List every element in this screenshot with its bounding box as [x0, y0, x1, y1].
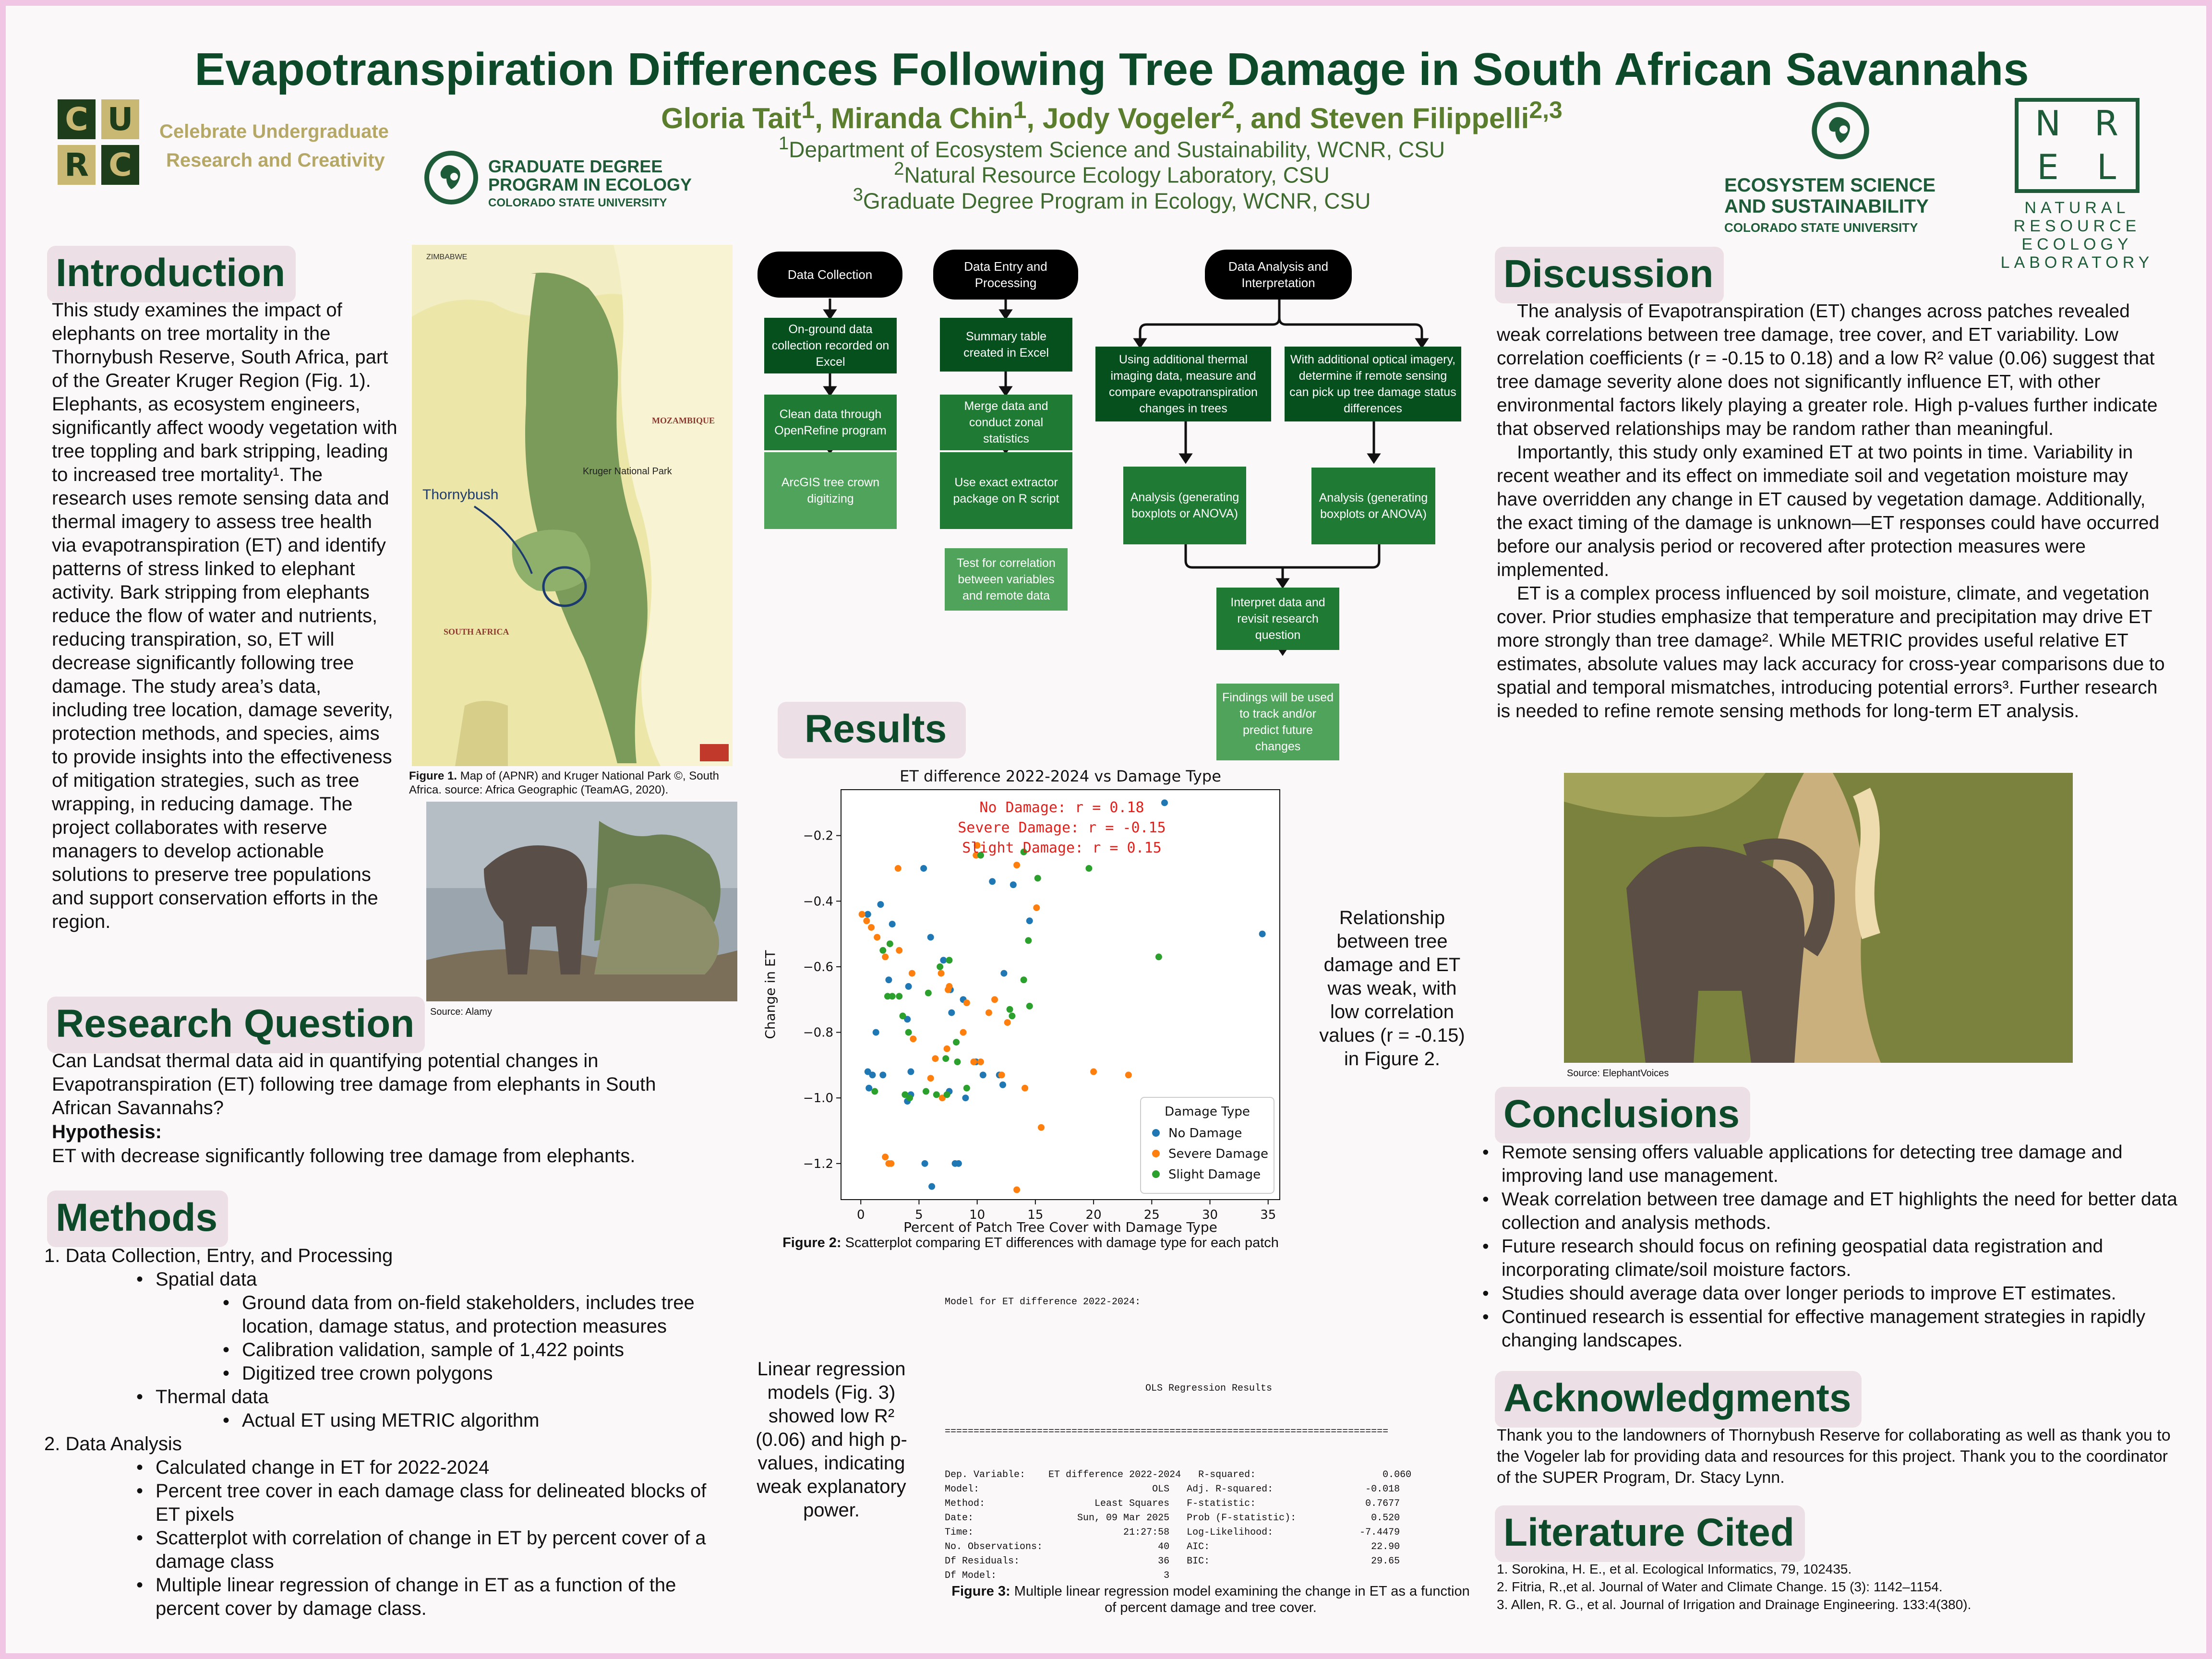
csu-ram-icon-2: [1810, 100, 1871, 161]
flow-col3-findings: Findings will be used to track and/or predict future changes: [1216, 684, 1339, 760]
chart-title: ET difference 2022-2024 vs Damage Type: [900, 768, 1221, 785]
methods-spatial-subs: [217, 1291, 726, 1385]
point-slight-damage: [953, 1039, 960, 1046]
author-1: Gloria Tait: [661, 102, 802, 134]
map-label-south-africa: SOUTH AFRICA: [444, 627, 509, 637]
figure2-caption-text: Scatterplot comparing ET differences with damage type for each patch: [845, 1235, 1279, 1250]
scatter-plot: [759, 768, 1302, 1235]
nrel-line-1: NATURAL: [2024, 199, 2130, 217]
legend-marker-severe-damage: [1152, 1150, 1160, 1157]
x-tick-label: 5: [915, 1208, 923, 1222]
point-slight-damage: [1026, 1003, 1033, 1010]
point-no-damage: [955, 1160, 962, 1167]
curc-letter-4: C: [101, 145, 139, 185]
curc-letter-2: U: [101, 99, 139, 139]
flow-col2-step-4: Test for correlation between variables and remote data: [945, 548, 1068, 611]
flow-col1-step-2: Clean data through OpenRefine program: [764, 395, 897, 450]
conclusions-list: [1477, 1141, 2177, 1352]
legend-marker-no-damage: [1152, 1129, 1160, 1137]
point-slight-damage: [1009, 1012, 1015, 1019]
point-slight-damage: [946, 957, 952, 963]
point-no-damage: [980, 1071, 986, 1078]
hypothesis-label: Hypothesis:: [52, 1121, 162, 1142]
point-severe-damage: [938, 970, 944, 977]
figure1-map: [412, 245, 733, 766]
methods-item-1: 1. Data Collection, Entry, and Processing: [44, 1245, 393, 1266]
x-tick-label: 10: [969, 1208, 986, 1222]
discussion-paragraph-1: The analysis of Evapotranspiration (ET) changes across patches revealed weak correlations between tree damage, tree cover, and ET variability. Low correlation coefficients (r = -0.15 to 0.18) and a low R² value (0.06) suggest that tree damage severity alone does not significantly influence ET, with other environmental factors likely playing a greater role. High p-values further indicate that observed relationships may be random rather than meaningful.: [1497, 301, 2158, 439]
ols-rule-1: =============================================================================: [945, 1426, 1389, 1437]
point-no-damage: [962, 1094, 969, 1101]
point-slight-damage: [954, 1058, 961, 1065]
point-no-damage: [866, 1085, 872, 1092]
point-severe-damage: [944, 1046, 950, 1052]
point-no-damage: [948, 1010, 955, 1016]
point-no-damage: [885, 976, 892, 983]
point-severe-damage: [991, 996, 998, 1003]
methods-thermal-sub-1: • Actual ET using METRIC algorithm: [217, 1409, 745, 1432]
map-label-zimbabwe: ZIMBABWE: [426, 253, 468, 261]
point-severe-damage: [946, 983, 952, 990]
discussion-text: [1497, 300, 2174, 723]
point-no-damage: [999, 1082, 1006, 1088]
point-severe-damage: [882, 953, 889, 960]
gdpe-line-1: GRADUATE DEGREE: [488, 156, 663, 176]
methods-thermal: [131, 1385, 745, 1409]
elephant-photo-2: [1564, 773, 2073, 1063]
point-no-damage: [865, 911, 871, 918]
point-no-damage: [1026, 917, 1033, 924]
point-severe-damage: [986, 1010, 992, 1016]
point-severe-damage: [885, 1160, 892, 1167]
point-slight-damage: [879, 947, 886, 954]
ols-summary-row: No. Observations: 40 AIC: 22.90: [945, 1541, 1400, 1552]
point-slight-damage: [1034, 875, 1041, 881]
figure1-caption: [409, 769, 740, 797]
annotation-no-damage: No Damage: r = 0.18: [979, 799, 1144, 816]
point-severe-damage: [863, 917, 870, 924]
ols-summary-row: Df Model: 3: [945, 1570, 1400, 1578]
aff-1-text: Department of Ecosystem Science and Sustainability, WCNR, CSU: [789, 137, 1445, 162]
point-slight-damage: [905, 1029, 912, 1036]
nrel-letter-2: R: [2094, 103, 2119, 144]
y-tick-label: −1.0: [803, 1091, 833, 1106]
point-severe-damage: [1013, 1187, 1020, 1193]
ols-summary: [945, 1468, 1473, 1578]
introduction-heading: Introduction: [47, 246, 296, 302]
flow-col3-right: With additional optical imagery, determine if remote sensing can pick up tree damage status differences: [1285, 347, 1461, 421]
point-no-damage: [922, 1160, 928, 1167]
methods-thermal-subs: [217, 1409, 745, 1432]
discussion-paragraph-2: Importantly, this study only examined ET at two points in time. Variability in recent weather and its effect on immediate soil and vegetation moisture may have overridden any change in ET caused by vegetation damage. Additionally, the exact timing of the damage is unknown—ET responses could have occurred before our analysis period or recovered after protection measures were implemented.: [1497, 442, 2160, 580]
point-slight-damage: [942, 1055, 949, 1062]
methods-spatial-label: Spatial data: [156, 1269, 257, 1290]
point-no-damage: [928, 1183, 935, 1190]
nrel-letter-3: E: [2037, 147, 2059, 187]
flow-col2-head: Data Entry and Processing: [933, 250, 1078, 300]
point-slight-damage: [923, 1088, 929, 1095]
point-severe-damage: [896, 947, 902, 954]
curc-text: [159, 117, 389, 175]
literature-item-3: 3. Allen, R. G., et al. Journal of Irrigation and Drainage Engineering. 133:4(380).: [1497, 1597, 1972, 1612]
figure3-label: Figure 3:: [951, 1584, 1010, 1599]
authors-line: Gloria Tait$^1$, Miranda Chin$^1$, Jody Vogeler$^2$, and Steven Filippelli$^{2,3}$: [661, 96, 1563, 134]
point-severe-damage: [998, 1071, 1005, 1078]
ess-line-2: AND SUSTAINABILITY: [1724, 196, 1929, 217]
point-no-damage: [1259, 931, 1266, 938]
nrel-letter-1: N: [2035, 103, 2061, 144]
results-heading: Results: [778, 702, 966, 758]
methods-spatial-sub-2: • Calibration validation, sample of 1,422 points: [217, 1338, 726, 1362]
flow-col2-step-2: Merge data and conduct zonal statistics: [940, 395, 1072, 450]
point-severe-damage: [859, 911, 866, 918]
literature-heading: Literature Cited: [1495, 1505, 1805, 1562]
point-slight-damage: [899, 1012, 906, 1019]
conclusion-item-5: • Continued research is essential for effective management strategies in rapidly changing landscapes.: [1477, 1305, 2177, 1352]
methods-item-2: 2. Data Analysis: [44, 1433, 182, 1455]
flow-col2-step-3: Use exact extractor package on R script: [940, 452, 1072, 529]
x-axis-label: Percent of Patch Tree Cover with Damage Type: [903, 1219, 1217, 1235]
methods-analysis-4: • Multiple linear regression of change in ET as a function of the percent cover by damage class.: [131, 1574, 735, 1621]
elephant1-source: Source: Alamy: [430, 1007, 492, 1017]
aff-3-sup: 3: [853, 184, 863, 205]
point-severe-damage: [977, 1058, 984, 1065]
ess-line-3: COLORADO STATE UNIVERSITY: [1724, 220, 1918, 235]
legend-no-damage: No Damage: [1168, 1126, 1242, 1141]
literature-item-2: 2. Fitria, R.,et al. Journal of Water and Climate Change. 15 (3): 1142–1154.: [1497, 1579, 1943, 1594]
methods-spatial-sub-3: • Digitized tree crown polygons: [217, 1362, 726, 1385]
point-severe-damage: [1013, 862, 1020, 868]
methods-analysis-1: • Calculated change in ET for 2022-2024: [131, 1456, 735, 1479]
point-severe-damage: [1090, 1069, 1097, 1075]
x-tick-label: 0: [856, 1208, 865, 1222]
point-slight-damage: [1155, 953, 1162, 960]
elephant-photo-1: [426, 802, 737, 1001]
csu-ram-icon: [422, 149, 480, 206]
legend-slight-damage: Slight Damage: [1168, 1167, 1261, 1182]
curc-logo: [58, 99, 139, 185]
map-label-mozambique: MOZAMBIQUE: [652, 416, 715, 425]
point-no-damage: [920, 865, 927, 872]
map-label-kruger: Kruger National Park: [583, 466, 672, 477]
annotation-severe-damage: Severe Damage: r = -0.15: [958, 819, 1166, 836]
ols-summary-row: Dep. Variable: ET difference 2022-2024 R-squared: 0.060: [945, 1469, 1412, 1480]
point-slight-damage: [937, 963, 943, 970]
ols-summary-row: Method: Least Squares F-statistic: 0.7677: [945, 1498, 1400, 1509]
conclusion-item-4: • Studies should average data over longer periods to improve ET estimates.: [1477, 1282, 2177, 1305]
author-4: and Steven Filippelli: [1250, 102, 1529, 134]
flow-col3-interpret: Interpret data and revisit research question: [1216, 588, 1339, 650]
author-3: Jody Vogeler: [1042, 102, 1222, 134]
y-tick-label: −0.4: [803, 894, 833, 909]
gdpe-line-3: COLORADO STATE UNIVERSITY: [488, 196, 667, 209]
curc-letter-3: R: [58, 145, 96, 185]
nrel-line-4: LABORATORY: [2000, 253, 2154, 272]
research-question-text: Can Landsat thermal data aid in quantifying potential changes in Evapotranspiration (ET) following tree damage from elephants in South African Savannahs?: [52, 1050, 656, 1118]
methods-heading: Methods: [47, 1190, 228, 1247]
x-tick-label: 30: [1202, 1208, 1218, 1222]
point-severe-damage: [910, 1035, 916, 1042]
point-no-damage: [873, 1029, 879, 1036]
curc-line-2: Research and Creativity: [166, 150, 385, 171]
x-tick-label: 25: [1143, 1208, 1160, 1222]
ess-logo-text: [1724, 175, 1936, 238]
aff-2-text: Natural Resource Ecology Laboratory, CSU: [904, 162, 1330, 188]
discussion-paragraph-3: ET is a complex process influenced by soil moisture, climate, and vegetation cover. Prior studies emphasize that temperature and precipitation may drive ET more strongly than tree damage². While METRIC provides useful relative ET estimates, absolute values may lack accuracy for cross-year comparisons due to spatial and temporal mismatches, introducing potential errors³. Further research is needed to refine remote sensing methods for long-term ET analysis.: [1497, 583, 2165, 721]
ols-summary-row: Time: 21:27:58 Log-Likelihood: -7.4479: [945, 1527, 1400, 1538]
point-slight-damage: [933, 1091, 940, 1098]
methods-body: [44, 1244, 745, 1621]
point-severe-damage: [1033, 904, 1040, 911]
figure3-caption: [947, 1583, 1475, 1616]
ols-summary-row: Model: OLS Adj. R-squared: -0.018: [945, 1484, 1400, 1495]
methods-thermal-label: Thermal data: [156, 1386, 269, 1407]
aff-1-sup: 1: [778, 133, 789, 154]
flow-col1-step-1: On-ground data collection recorded on Excel: [764, 318, 897, 373]
nrel-line-3: ECOLOGY: [2021, 235, 2133, 253]
point-slight-damage: [1021, 976, 1027, 983]
point-severe-damage: [927, 1075, 934, 1082]
nrel-line-2: RESOURCE: [2013, 217, 2141, 235]
point-severe-damage: [1004, 1019, 1011, 1026]
map-label-thornybush: Thornybush: [422, 487, 499, 503]
point-no-damage: [877, 901, 884, 908]
introduction-text: This study examines the impact of elephants on tree mortality in the Thornybush Reserve, South Africa, part of the Greater Kruger Region (Fig. 1). Elephants, as ecosystem engineers, significantly affect woody vegetation with tree toppling and bark stripping, leading to increased tree mortality¹. The research uses remote sensing data and thermal imagery to assess tree health via evapotranspiration (ET) and identify patterns of stress linked to elephant activity. Bark stripping from elephants reduce the flow of water and nutrients, reducing transpiration, so, ET will decrease significantly following tree damage. The study area’s data, including tree location, damage severity, protection methods, and species, aims to provide insights into the effectiveness of mitigation strategies, such as tree wrapping, in reducing damage. The project collaborates with reserve managers to develop actionable solutions to preserve tree populations and support conservation efforts in the region.: [52, 300, 397, 932]
literature-list: [1497, 1560, 2178, 1613]
point-no-damage: [905, 983, 912, 990]
ess-line-1: ECOSYSTEM SCIENCE: [1724, 175, 1936, 196]
hypothesis-text: ET with decrease significantly following tree damage from elephants.: [52, 1145, 636, 1166]
methods-spatial-sub-1: • Ground data from on-field stakeholders, includes tree location, damage status, and protection measures: [217, 1291, 726, 1338]
legend-severe-damage: Severe Damage: [1168, 1147, 1268, 1161]
research-question-heading: Research Question: [47, 997, 425, 1053]
methods-thermal-list: [131, 1385, 745, 1409]
flow-col1-step-3: ArcGIS tree crown digitizing: [764, 452, 897, 529]
point-severe-damage: [932, 1055, 938, 1062]
nrel-logo-box: [2015, 98, 2140, 193]
figure2-label: Figure 2:: [782, 1235, 842, 1250]
methods-spatial: [131, 1268, 745, 1291]
chart-legend: [1141, 1097, 1274, 1193]
point-slight-damage: [871, 1088, 878, 1095]
point-severe-damage: [909, 970, 915, 977]
author-2-sup: 1: [1013, 96, 1027, 123]
point-no-damage: [940, 957, 947, 963]
gdpe-line-2: PROGRAM IN ECOLOGY: [488, 175, 692, 194]
ols-summary-row: Df Residuals: 36 BIC: 29.65: [945, 1556, 1400, 1567]
point-severe-damage: [1125, 1071, 1132, 1078]
author-1-sup: 1: [801, 96, 815, 123]
ols-model-line: Model for ET difference 2022-2024:: [945, 1297, 1141, 1308]
point-severe-damage: [874, 934, 880, 940]
conclusion-item-2: • Weak correlation between tree damage and ET highlights the need for better data collection and analysis methods.: [1477, 1188, 2177, 1235]
methods-analysis-2: • Percent tree cover in each damage class for delineated blocks of ET pixels: [131, 1479, 735, 1527]
point-severe-damage: [960, 1029, 967, 1036]
poster-title: Evapotranspiration Differences Following Tree Damage in South African Savannahs: [194, 44, 2029, 95]
x-tick-label: 20: [1085, 1208, 1102, 1222]
flow-col2-step-1: Summary table created in Excel: [940, 318, 1072, 372]
legend-marker-slight-damage: [1152, 1170, 1160, 1178]
fig3-side-text: Linear regression models (Fig. 3) showed low R² (0.06) and high p-values, indicating weak explanatory power.: [756, 1358, 907, 1521]
point-no-damage: [1161, 799, 1168, 806]
ols-summary-row: Date: Sun, 09 Mar 2025 Prob (F-statistic): 0.520: [945, 1513, 1400, 1524]
flow-col3-left: Using additional thermal imaging data, measure and compare evapotranspiration changes in trees: [1095, 347, 1271, 421]
conclusion-item-3: • Future research should focus on refining geospatial data registration and incorporating climate/soil moisture factors.: [1477, 1235, 2177, 1282]
aff-2-sup: 2: [894, 158, 904, 179]
point-no-damage: [879, 1071, 886, 1078]
point-no-damage: [927, 934, 934, 940]
annotation-slight-damage: Slight Damage: r = 0.15: [962, 840, 1162, 856]
point-slight-damage: [906, 1094, 913, 1101]
point-severe-damage: [882, 1154, 889, 1160]
point-slight-damage: [896, 993, 902, 999]
figure1-caption-text: Map of (APNR) and Kruger National Park ©, South Africa. source: Africa Geographic (TeamAG, 2020).: [409, 769, 719, 796]
conclusion-item-1: • Remote sensing offers valuable applications for detecting tree damage and improving land use management.: [1477, 1141, 2177, 1188]
y-tick-label: −0.6: [803, 960, 833, 974]
methods-analysis-3: • Scatterplot with correlation of change in ET by percent cover of a damage class: [131, 1527, 735, 1574]
x-axis-ticks: [857, 1200, 1276, 1222]
point-severe-damage: [895, 865, 902, 872]
point-no-damage: [1010, 881, 1017, 888]
results-side-text: Relationship between tree damage and ET was weak, with low correlation values (r = -0.15) in Figure 2.: [1319, 907, 1465, 1070]
point-no-damage: [869, 1071, 876, 1078]
point-severe-damage: [970, 1058, 977, 1065]
legend-title: Damage Type: [1165, 1105, 1250, 1119]
ols-regression-table: [945, 1266, 1473, 1578]
point-severe-damage: [963, 999, 970, 1006]
methods-spatial-list: [131, 1268, 745, 1291]
curc-line-1: Celebrate Undergraduate: [159, 121, 389, 142]
flow-col3-analysis-left: Analysis (generating boxplots or ANOVA): [1123, 467, 1246, 544]
point-slight-damage: [889, 993, 896, 999]
point-slight-damage: [963, 1085, 970, 1092]
x-tick-label: 35: [1260, 1208, 1276, 1222]
nrel-logo-text: [1974, 199, 2180, 272]
discussion-heading: Discussion: [1495, 247, 1724, 303]
x-tick-label: 15: [1027, 1208, 1044, 1222]
point-severe-damage: [868, 924, 875, 931]
y-tick-label: −1.2: [803, 1156, 833, 1171]
flow-col1-head: Data Collection: [757, 252, 902, 298]
author-4-sup: 2,3: [1529, 96, 1563, 123]
point-slight-damage: [1025, 937, 1032, 944]
aff-3-text: Graduate Degree Program in Ecology, WCNR, CSU: [863, 188, 1371, 214]
figure3-caption-text: Multiple linear regression model examining the change in ET as a function of percent damage and tree cover.: [1014, 1584, 1470, 1615]
author-2: Miranda Chin: [830, 102, 1013, 134]
conclusions-heading: Conclusions: [1495, 1087, 1750, 1143]
point-slight-damage: [1007, 1006, 1013, 1013]
elephant2-source: Source: ElephantVoices: [1567, 1068, 1669, 1079]
y-axis-label: Change in ET: [762, 950, 778, 1039]
figure1-label: Figure 1.: [409, 769, 457, 782]
point-slight-damage: [1085, 865, 1092, 872]
point-severe-damage: [1038, 1124, 1045, 1131]
gdpe-logo-text: [488, 157, 692, 212]
point-no-damage: [989, 878, 996, 885]
acknowledgments-text: Thank you to the landowners of Thornybush Reserve for collaborating as well as thank you to the Vogeler lab for providing data and resources for this project. Thank you to the coordinator of the SUPER Program, Dr. Stacy Lynn.: [1497, 1426, 2171, 1487]
flow-col3-analysis-right: Analysis (generating boxplots or ANOVA): [1311, 468, 1435, 544]
flow-col3-head: Data Analysis and Interpretation: [1205, 250, 1352, 300]
y-tick-label: −0.2: [803, 829, 833, 843]
point-no-damage: [1000, 970, 1007, 977]
literature-item-1: 1. Sorokina, H. E., et al. Ecological Informatics, 79, 102435.: [1497, 1562, 1852, 1576]
nrel-letter-4: L: [2096, 147, 2116, 187]
curc-letter-1: C: [58, 99, 96, 139]
y-axis-ticks: [803, 829, 841, 1171]
point-no-damage: [907, 1069, 914, 1075]
point-severe-damage: [1022, 1085, 1028, 1092]
methods-analysis-list: [131, 1456, 735, 1621]
africa-geographic-logo: [700, 744, 729, 761]
ols-title: OLS Regression Results: [1145, 1383, 1273, 1394]
author-3-sup: 2: [1221, 96, 1235, 123]
figure2-caption: [755, 1235, 1307, 1251]
point-slight-damage: [944, 1091, 950, 1098]
point-no-damage: [889, 921, 896, 927]
point-slight-damage: [925, 990, 932, 997]
point-slight-damage: [887, 940, 893, 947]
acknowledgments-heading: Acknowledgments: [1495, 1371, 1862, 1428]
y-tick-label: −0.8: [803, 1025, 833, 1040]
